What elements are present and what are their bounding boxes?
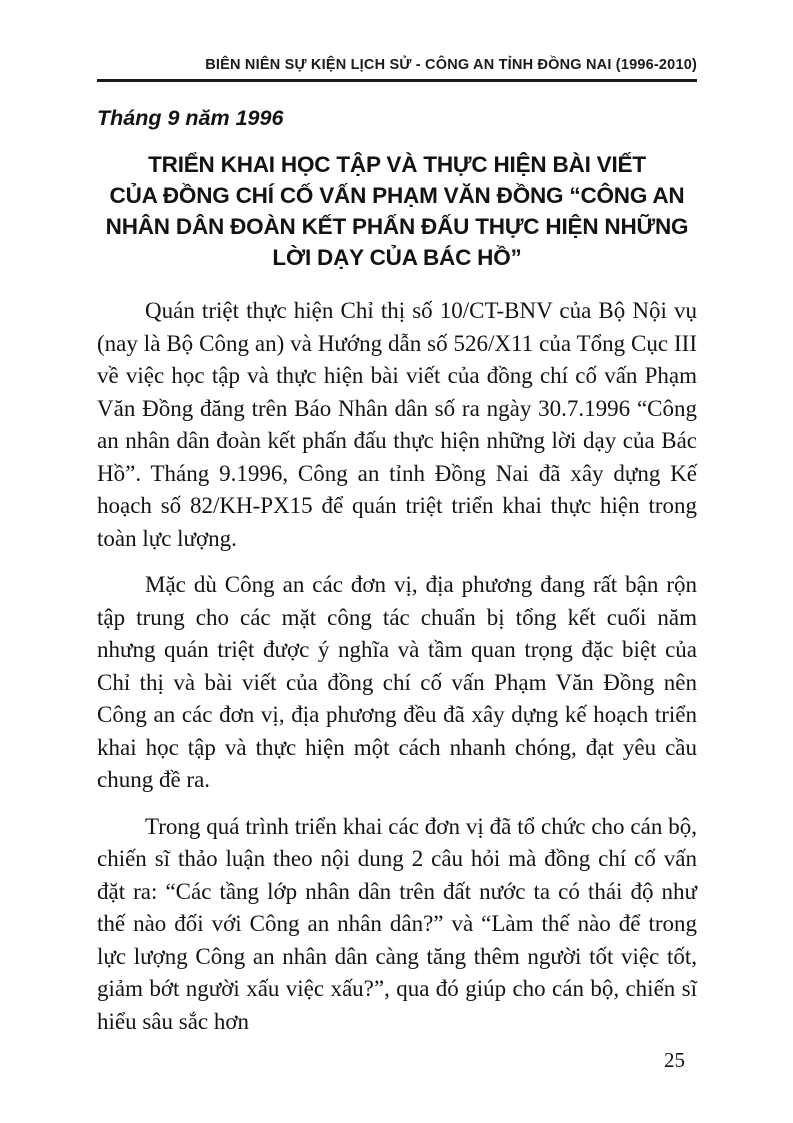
title-line: LỜI DẠY CỦA BÁC HỒ”: [272, 245, 522, 270]
title-line: TRIỂN KHAI HỌC TẬP VÀ THỰC HIỆN BÀI VIẾT: [148, 152, 646, 177]
header-rule: [97, 79, 697, 82]
title-line: CỦA ĐỒNG CHÍ CỐ VẤN PHẠM VĂN ĐỒNG “CÔNG AN: [109, 183, 685, 208]
paragraph: Mặc dù Công an các đơn vị, địa phương đang rất bận rộn tập trung cho các mặt công tác chuẩn bị tổng kết cuối năm nhưng quán triệt được ý nghĩa và tầm quan trọng đặc biệt của Chỉ thị và bài viết của đồng chí cố vấn Phạm Văn Đồng nên Công an các đơn vị, địa phương đều đã xây dựng kế hoạch triển khai học tập và thực hiện một cách nhanh chóng, đạt yêu cầu chung đề ra.: [97, 572, 697, 792]
body-text: [97, 295, 697, 1038]
title-line: NHÂN DÂN ĐOÀN KẾT PHẤN ĐẤU THỰC HIỆN NHỮNG: [105, 214, 689, 239]
paragraph: Quán triệt thực hiện Chỉ thị số 10/CT-BNV của Bộ Nội vụ (nay là Bộ Công an) và Hướng dẫn số 526/X11 của Tổng Cục III về việc học tập và thực hiện bài viết của đồng chí cố vấn Phạm Văn Đồng đăng trên Báo Nhân dân số ra ngày 30.7.1996 “Công an nhân dân đoàn kết phấn đấu thực hiện những lời dạy của Bác Hồ”. Tháng 9.1996, Công an tỉnh Đồng Nai đã xây dựng Kế hoạch số 82/KH-PX15 để quán triệt triển khai thực hiện trong toàn lực lượng.: [97, 298, 697, 551]
article-title: [97, 149, 697, 273]
text-column: [97, 0, 697, 1073]
page-number: 25: [664, 1048, 685, 1072]
running-header: BIÊN NIÊN SỰ KIỆN LỊCH SỬ - CÔNG AN TỈNH ĐỒNG NAI (1996-2010): [205, 57, 697, 73]
paragraph: Trong quá trình triển khai các đơn vị đã tổ chức cho cán bộ, chiến sĩ thảo luận theo nội dung 2 câu hỏi mà đồng chí cố vấn đặt ra: “Các tầng lớp nhân dân trên đất nước ta có thái độ như thế nào đối với Công an nhân dân?” và “Làm thế nào để trong lực lượng Công an nhân dân càng tăng thêm người tốt việc tốt, giảm bớt người xấu việc xấu?”, qua đó giúp cho cán bộ, chiến sĩ hiểu sâu sắc hơn: [97, 813, 697, 1034]
date-heading: Tháng 9 năm 1996: [97, 106, 284, 130]
